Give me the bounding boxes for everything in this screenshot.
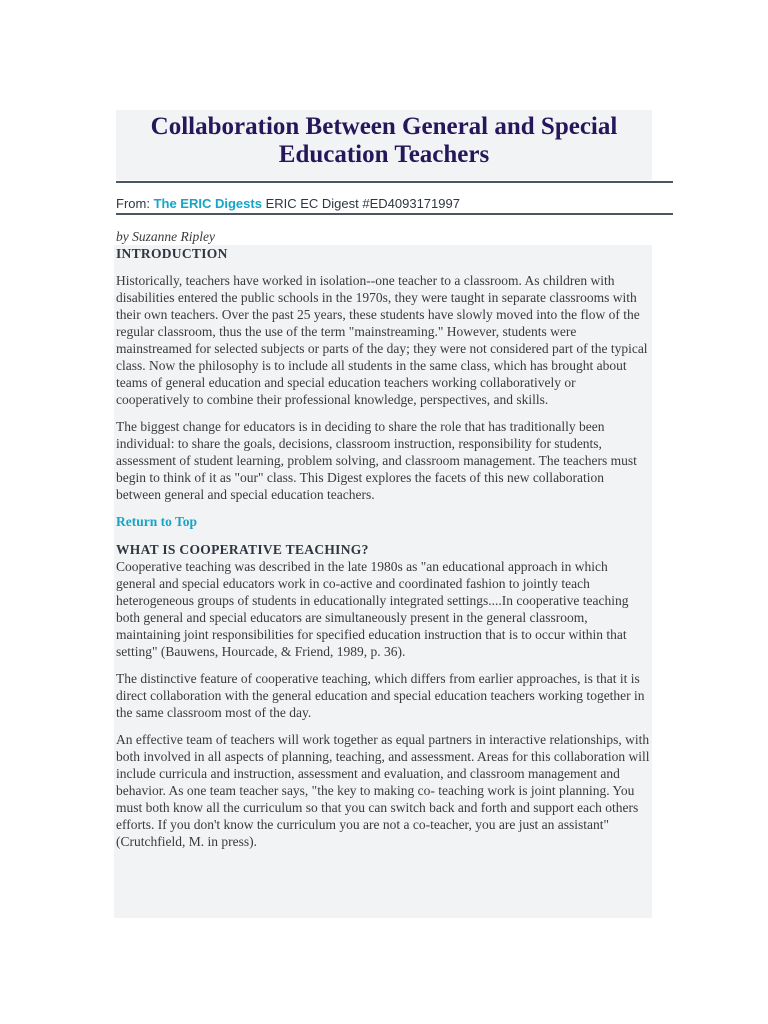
bottom-divider [116, 213, 673, 215]
from-label: From: [116, 196, 150, 211]
eric-digests-link[interactable]: The ERIC Digests [153, 196, 262, 211]
page-title [116, 113, 652, 169]
source-line [116, 196, 460, 212]
paragraph: Cooperative teaching was described in the late 1980s as "an educational approach in which general and special educators work in co-active and coordinated fashion to jointly teach heterogeneous groups of students in educationally integrated settings....In cooperative teaching both general and special educators are simultaneously present in the general classroom, maintaining joint responsibilities for specified education instruction that is to occur within that setting" (Bauwens, Hourcade, & Friend, 1989, p. 36). [116, 559, 629, 659]
page-title-line-2: Education Teachers [278, 141, 490, 168]
paragraph: The biggest change for educators is in deciding to share the role that has traditionally been individual: to share the goals, decisions, classroom instruction, responsibility for students, assessment of student learning, problem solving, and classroom management. The teachers must begin to think of it as "our" class. This Digest explores the facets of this new collaboration between general and special education teachers. [116, 419, 637, 502]
section-heading-introduction: INTRODUCTION [116, 246, 228, 261]
page-title-line-1: Collaboration Between General and Special [150, 113, 618, 140]
digest-id: ERIC EC Digest #ED4093171997 [265, 196, 460, 211]
section-heading-cooperative-teaching: WHAT IS COOPERATIVE TEACHING? [116, 542, 369, 557]
paragraph: The distinctive feature of cooperative teaching, which differs from earlier approaches, is that it is direct collaboration with the general education and special education teachers working together in the same classroom most of the day. [116, 671, 645, 720]
top-divider [116, 181, 673, 183]
author-byline: by Suzanne Ripley [116, 229, 215, 244]
paragraph: Historically, teachers have worked in isolation--one teacher to a classroom. As children with disabilities entered the public schools in the 1970s, they were taught in separate classrooms with their own teachers. Over the past 25 years, these students have slowly moved into the flow of the regular classroom, thus the use of the term "mainstreaming." However, students were mainstreamed for selected subjects or parts of the day; they were not considered part of the typical class. Now the philosophy is to include all students in the same class, which has brought about teams of general education and special education teachers working collaboratively or cooperatively to combine their professional knowledge, perspectives, and skills. [116, 273, 648, 407]
paragraph: An effective team of teachers will work together as equal partners in interactive relationships, with both involved in all aspects of planning, teaching, and assessment. Areas for this collaboration will include curricula and instruction, assessment and evaluation, and classroom management and behavior. As one team teacher says, "the key to making co- teaching work is joint planning. You must both know all the curriculum so that you can switch back and forth and support each others efforts. If you don't know the curriculum you are not a co-teacher, you are just an assistant" (Crutchfield, M. in press). [116, 732, 650, 849]
return-to-top-link[interactable]: Return to Top [116, 514, 198, 529]
article-body [114, 245, 652, 918]
title-panel [116, 110, 652, 180]
